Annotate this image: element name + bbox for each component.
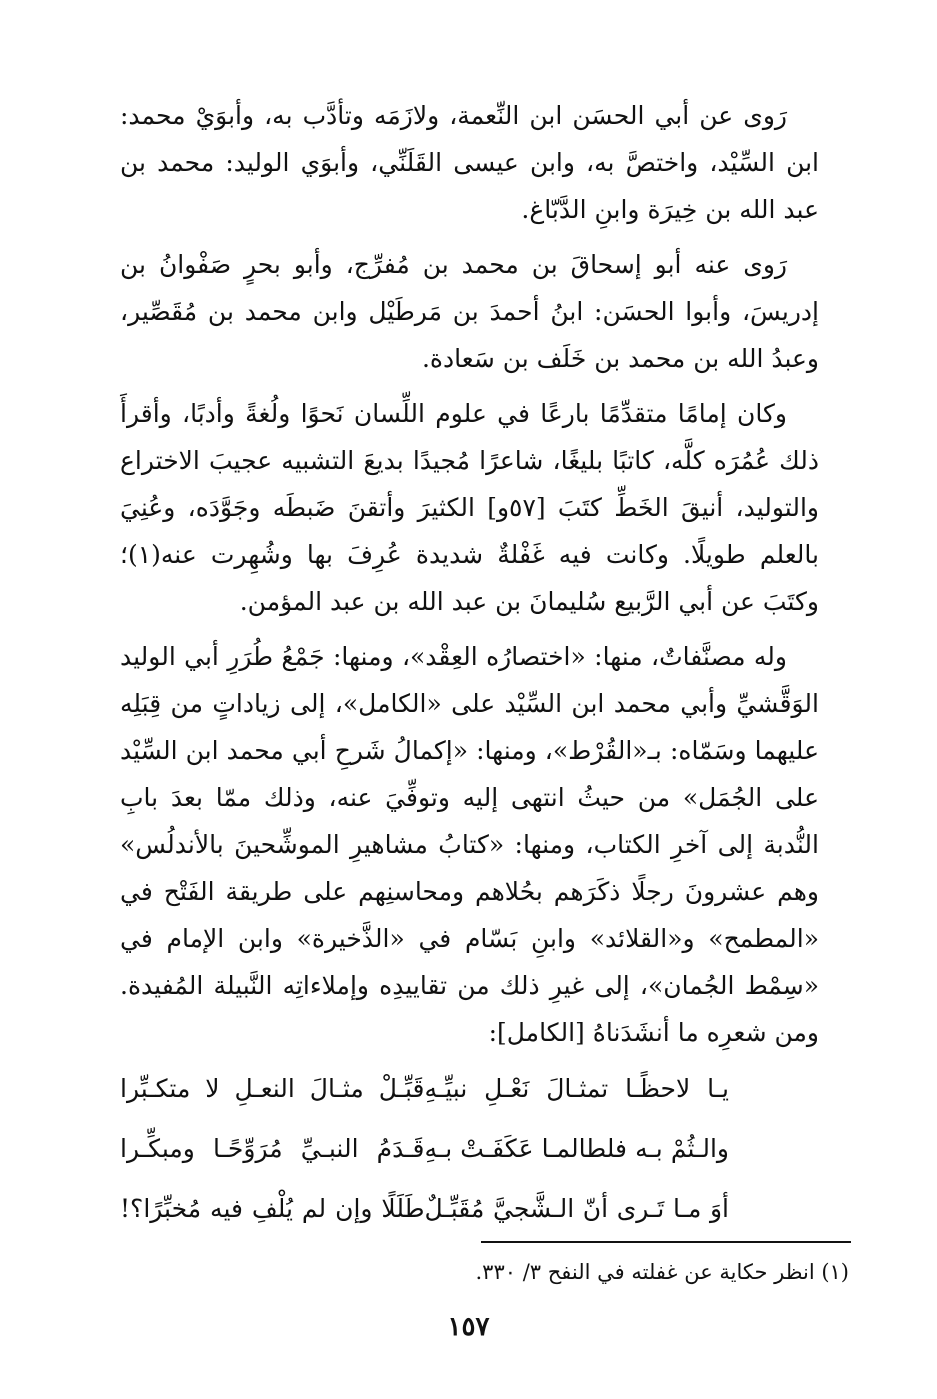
paragraph-biography: وكان إمامًا متقدِّمًا بارعًا في علوم اللِّسان نَحوًا ولُغةً وأدبًا، وأقرأَ ذلك عُمُرَه كلَّه، كاتبًا بليغًا، شاعرًا مُجيدًا بديعَ التشبيه عجيبَ الاختراع والتوليد، أنيقَ الخَطِّ كتَبَ [٥٧و] الكثيرَ وأتقنَ ضَبطَه وجَوَّدَه، وعُنِيَ بالعلم طويلًا. وكانت فيه غَفْلةٌ شديدة عُرِفَ بها وشُهِرت عنه(١)؛ وكتَبَ عن أبي الرَّبيع سُليمانَ بن عبد الله بن عبد المؤمن.: [120, 399, 819, 616]
verse-first-hemistich: أوَ مـا تَـرى أنّ الـشَّجيَّ مُقَبِّـلٌ: [424, 1193, 729, 1223]
verse-second-hemistich: قَـدَمُ النبـيِّ مُرَوِّحًـا ومبكِّـرا: [120, 1133, 425, 1163]
paragraph-narrators-about: رَوى عنه أبو إسحاقَ بن محمد بن مُفرِّج، وأبو بحرٍ صَفْوانُ بن إدريسَ، وأبوا الحسَن: ابنُ أحمدَ بن مَرطَيْل وابن محمد بن مُقَصِّير، وعبدُ الله بن محمد بن خَلَف بن سَعادة.: [120, 250, 819, 373]
verse-second-hemistich: طَلَلًا وإن لم يُلْفِ فيه مُخبِّرًا؟!: [120, 1193, 425, 1223]
poem-verse: [120, 1118, 819, 1178]
footnote-divider: [481, 1241, 851, 1243]
poem: [120, 1058, 819, 1238]
poem-verse: [120, 1178, 819, 1238]
page-number: ١٥٧: [447, 1312, 490, 1342]
paragraph-narrators-from: رَوى عن أبي الحسَن ابن النِّعمة، ولازَمَه وتأدَّب به، وأبوَيْ محمد: ابن السِّيْد، واختصَّ به، وابن عيسى القَلَنِّي، وأبوَي الوليد: محمد بن عبد الله بن خِيرَة وابنِ الدَّبّاغ.: [120, 101, 819, 224]
verse-first-hemistich: يـا لاحظًـا تمثـالَ نَعْـلِ نبيِّـهِ: [424, 1073, 729, 1103]
verse-second-hemistich: قَبِّـلْ مثـالَ النعـلِ لا متكـبِّرا: [120, 1073, 425, 1103]
paragraph-works: وله مصنَّفاتٌ، منها: «اختصارُه العِقْد»، ومنها: جَمْعُ طُرَرِ أبي الوليد الوَقَّشيِّ وأبي محمد ابن السِّيْد على «الكامل»، إلى زياداتٍ من قِبَلِه عليهما وسَمّاه: بـ«القُرْط»، ومنها: «إكمالُ شَرحِ أبي محمد ابن السِّيْد على الجُمَل» من حيثُ انتهى إليه وتوفِّيَ عنه، وذلك ممّا بعدَ بابِ النُّدبة إلى آخرِ الكتاب، ومنها: «كتابُ مشاهيرِ الموشِّحينَ بالأندلُس» وهم عشرونَ رجلًا ذكَرَهم بحُلاهم ومحاسنِهم على طريقة الفَتْح في «المطمح» و«القلائد» وابنِ بَسّام في «الذَّخيرة» وابن الإمام في «سِمْط الجُمان»، إلى غيرِ ذلك من تقاييدِه وإملاءاتِه النَّبيلة المُفيدة. ومن شعرِه ما أنشَدَناهُ [الكامل]:: [120, 642, 819, 1047]
footnote: (١) انظر حكاية عن غفلته في النفح ٣/ ٣٣٠.: [475, 1260, 849, 1284]
body-text: [120, 92, 819, 1056]
poem-verse: [120, 1058, 819, 1118]
verse-first-hemistich: والـثُمْ بـه فلطالمـا عَكَفَـتْ بـهِ: [424, 1133, 729, 1163]
